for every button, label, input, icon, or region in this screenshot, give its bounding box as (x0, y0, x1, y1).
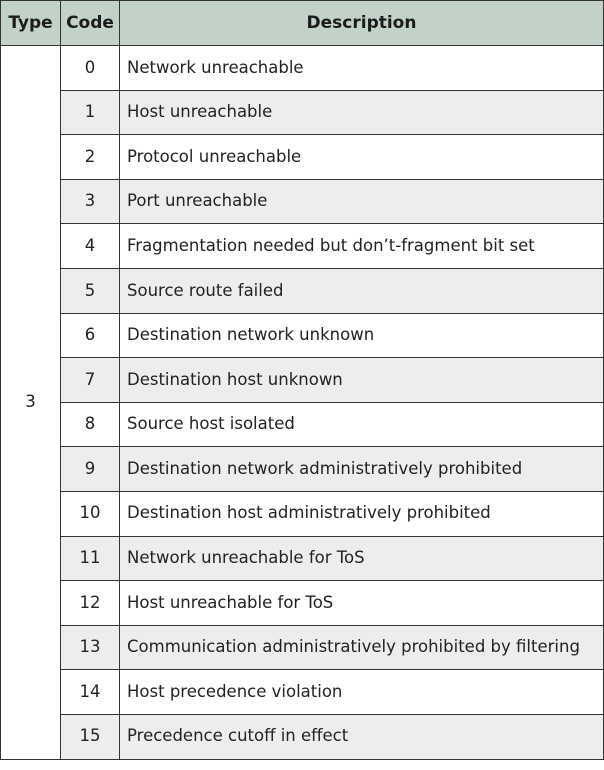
table-row (1, 625, 604, 670)
description-cell: Host precedence violation (120, 670, 604, 715)
table-row (1, 536, 604, 581)
description-cell: Port unreachable (120, 179, 604, 224)
code-cell: 1 (61, 90, 120, 135)
description-cell: Network unreachable for ToS (120, 536, 604, 581)
table-header (1, 1, 604, 46)
code-cell: 9 (61, 447, 120, 492)
table-row (1, 46, 604, 91)
description-cell: Destination network unknown (120, 313, 604, 358)
table-row (1, 224, 604, 269)
code-cell: 13 (61, 625, 120, 670)
table-row (1, 135, 604, 180)
header-code: Code (61, 1, 120, 46)
code-cell: 4 (61, 224, 120, 269)
description-cell: Destination network administratively prohibited (120, 447, 604, 492)
code-cell: 7 (61, 358, 120, 403)
description-cell: Host unreachable for ToS (120, 581, 604, 626)
table-row (1, 581, 604, 626)
description-cell: Communication administratively prohibited by filtering (120, 625, 604, 670)
description-cell: Destination host unknown (120, 358, 604, 403)
table-row (1, 447, 604, 492)
code-cell: 6 (61, 313, 120, 358)
table-row (1, 358, 604, 403)
description-cell: Fragmentation needed but don’t-fragment bit set (120, 224, 604, 269)
table-row (1, 313, 604, 358)
description-cell: Protocol unreachable (120, 135, 604, 180)
code-cell: 10 (61, 491, 120, 536)
table-row (1, 179, 604, 224)
type-cell: 3 (1, 46, 61, 760)
description-cell: Destination host administratively prohibited (120, 491, 604, 536)
code-cell: 3 (61, 179, 120, 224)
code-cell: 14 (61, 670, 120, 715)
code-cell: 11 (61, 536, 120, 581)
table-row (1, 670, 604, 715)
table-row (1, 268, 604, 313)
table-row (1, 402, 604, 447)
code-cell: 5 (61, 268, 120, 313)
code-cell: 15 (61, 714, 120, 759)
table-row (1, 90, 604, 135)
description-cell: Network unreachable (120, 46, 604, 91)
header-description: Description (120, 1, 604, 46)
code-cell: 8 (61, 402, 120, 447)
code-cell: 2 (61, 135, 120, 180)
table-body (1, 46, 604, 760)
description-cell: Host unreachable (120, 90, 604, 135)
code-cell: 12 (61, 581, 120, 626)
header-row (1, 1, 604, 46)
description-cell: Precedence cutoff in effect (120, 714, 604, 759)
code-cell: 0 (61, 46, 120, 91)
header-type: Type (1, 1, 61, 46)
description-cell: Source host isolated (120, 402, 604, 447)
description-cell: Source route failed (120, 268, 604, 313)
table-row (1, 491, 604, 536)
table-row (1, 714, 604, 759)
